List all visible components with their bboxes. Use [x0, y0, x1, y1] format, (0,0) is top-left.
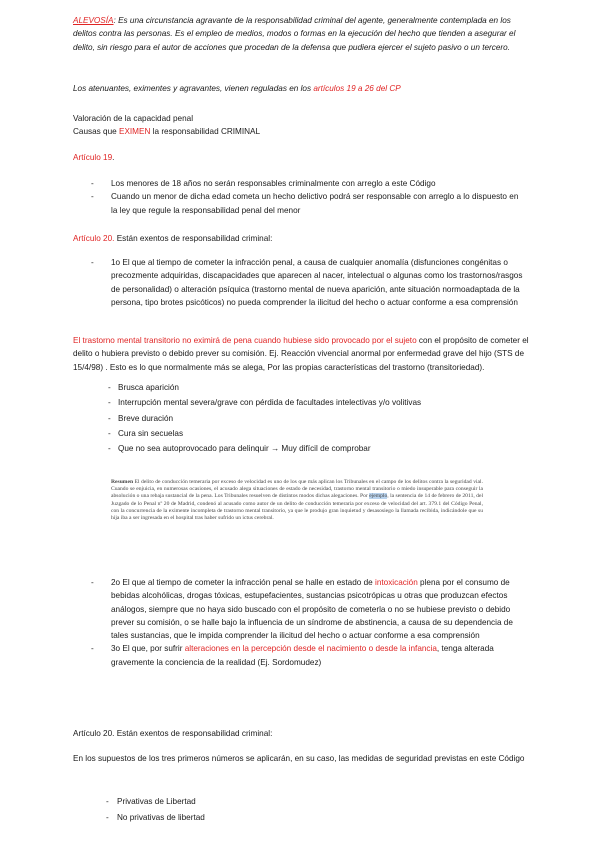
- dash-bullet: -: [106, 797, 109, 806]
- art19-heading: [73, 151, 533, 164]
- art20-item2: [91, 576, 525, 669]
- eximen-word: EXIMEN: [118, 127, 151, 137]
- features-list: [108, 381, 528, 455]
- feature-2: Interrupción mental severa/grave con pérdida de facultades intelectivas y/o volitivas: [118, 398, 422, 408]
- trastorno-rest: con el propósito de cometer el delito o hubiera previsto o debido prever su comisión. Ej. Reacción vivencial anormal por enfermedad grave del hijo (STS de 15/4/98) . Esto es lo que normalmente más se alega, Por las propias características del trastorno (transitoriedad).: [73, 336, 529, 372]
- art19-heading-text: Artículo 19: [73, 153, 113, 162]
- list-item: [108, 427, 528, 440]
- list-item: [91, 256, 524, 309]
- feature-3: Breve duración: [118, 413, 174, 423]
- trastorno-paragraph: [73, 334, 531, 374]
- dash-bullet: -: [108, 398, 111, 408]
- dash-bullet: -: [108, 383, 111, 392]
- list-item: [91, 576, 525, 642]
- excerpt-label: Resumen: [111, 479, 134, 485]
- dash-bullet: -: [108, 428, 111, 438]
- feature-1: Brusca aparición: [118, 383, 179, 392]
- list-item: [91, 177, 521, 190]
- list-item: [106, 795, 406, 808]
- dash-bullet: -: [91, 179, 94, 188]
- alevosia-text: : Es una circunstancia agravante de la responsabilidad criminal del agente, generalmente contemplada en los delitos contra las personas. Es el empleo de medios, modos o formas en la ejecución del hecho que tienden a asegurar el delito, sin riesgo para el autor de acciones que procedan de la defensa que pudiera ejercer el sujeto pasivo o un tercero.: [73, 16, 516, 52]
- alevosia-definition: [73, 14, 533, 54]
- art20-heading-rest: Están exentos de responsabilidad criminal:: [114, 234, 273, 243]
- list-item: [91, 642, 525, 669]
- trastorno-red: El trastorno mental transitorio no eximirá de pena cuando hubiese sido provocado por el sujeto: [73, 336, 417, 345]
- list-item: [108, 442, 528, 455]
- item2-red: intoxicación: [375, 578, 418, 587]
- valoracion-line1: Valoración de la capacidad penal: [73, 114, 194, 123]
- art19-heading-dot: .: [112, 153, 115, 162]
- dash-bullet: -: [91, 192, 94, 202]
- medida-2: No privativas de libertad: [117, 813, 205, 823]
- medida-1: Privativas de Libertad: [117, 797, 196, 806]
- list-item: [91, 190, 521, 217]
- art19-list: [91, 177, 521, 217]
- item2-text-b: plena por el consumo de bebidas alcohólicas, drogas tóxicas, estupefacientes, sustancias psicotrópicas u otras que produzcan efectos análogos, siempre que no haya sido buscado con el propósito de cometerla o no se hubiese previsto o debido prever su comisión, o se halle bajo la influencia de un síndrome de abstinencia, a causa de su dependencia de tales sustancias, que le impida comprender la ilicitud del hecho o actuar conforme a esa comprensión: [111, 578, 513, 641]
- valoracion-title: [73, 112, 533, 139]
- item2-text-a: 2o El que al tiempo de cometer la infracción penal se halle en estado de: [111, 578, 375, 587]
- excerpt-text-a: El delito de conducción temeraria por exceso de velocidad es uno de los que más aplican los Tribunales en el campo de los delitos contra la seguridad vial. Cuando se enjuicia, en numerosas ocasiones, el acusado alega situaciones de estado de necesidad, trastorno mental transitorio o miedo insuperable para conseguir la absolución o una rebaja sustancial de la pena. Los Tribunales resuelven de distintos modos dichas alegaciones. Por: [111, 479, 483, 500]
- alevosia-term: ALEVOSÍA: [73, 16, 114, 25]
- regulation-text: Los atenuantes, eximentes y agravantes, vienen reguladas en los: [73, 84, 314, 93]
- dash-bullet: -: [106, 813, 109, 823]
- art19-item-2: Cuando un menor de dicha edad cometa un hecho delictivo podrá ser responsable con arreglo a lo dispuesto en la ley que regule la responsabilidad penal del menor: [111, 192, 519, 215]
- feature-5: Que no sea autoprovocado para delinquir → Muy difícil de comprobar: [118, 444, 371, 454]
- art20-item1: [91, 256, 524, 309]
- art19-item-1: Los menores de 18 años no serán responsables criminalmente con arreglo a este Código: [111, 179, 436, 188]
- item3-text-b: , tenga alterada gravemente la conciencia de la realidad (Ej. Sordomudez): [111, 644, 494, 667]
- art20-item1-text: 1o El que al tiempo de cometer la infracción penal, a causa de cualquier anomalía (disfunciones congénitas o precozmente adquiridas, discapacidades que aparecen al nacer, intelectual o algunas como los trastornos/rasgos de personalidad) o alteración psíquica (trastorno mental de nueva aparición, ante situación normoadaptada de la persona, tipo brotes psicóticos) no pueda comprender la ilicitud del hecho o actuar conforme a esa comprensión: [111, 258, 523, 307]
- feature-4: Cura sin secuelas: [118, 428, 184, 438]
- item3-red: alteraciones en la percepción desde el nacimiento o desde la infancia: [184, 644, 437, 654]
- list-item: [108, 396, 528, 409]
- valoracion-line2a: Causas que: [73, 127, 119, 137]
- regulation-note: [73, 82, 533, 95]
- regulation-ref: artículos 19 a 26 del CP: [313, 84, 401, 93]
- valoracion-line2c: la responsabilidad CRIMINAL: [150, 127, 261, 137]
- list-item: [106, 811, 406, 824]
- medidas-list: [106, 795, 406, 825]
- list-item: [108, 381, 528, 394]
- dash-bullet: -: [108, 413, 111, 423]
- excerpt-text-b: , la sentencia de 14 de febrero de 2011, del Juzgado de lo Penal nº 20 de Madrid, condenó al acusado como autor de un delito de conducción temeraria por exceso de velocidad del art. 379.1 del Código Penal, con la concurrencia de la eximente incompleta de trastorno mental transitorio, ya que le produjo gran inquietud y desasosiego la llamada recibida, indicándole que su hija iba a ser ingresada en el hospital tras haber sufrido un ictus cerebral.: [111, 493, 484, 522]
- art20-heading: [73, 232, 533, 245]
- art20-heading-red: Artículo 20.: [73, 234, 115, 243]
- item3-text-a: 3o El que, por sufrir: [111, 644, 185, 654]
- dash-bullet: -: [91, 644, 94, 654]
- art20b-paragraph: En los supuestos de los tres primeros números se aplicarán, en su caso, las medidas de seguridad previstas en este Código: [73, 754, 525, 763]
- art20b-heading: Artículo 20. Están exentos de responsabilidad criminal:: [73, 729, 273, 738]
- list-item: [108, 412, 528, 425]
- excerpt-highlight: ejemplo: [369, 493, 388, 500]
- dash-bullet: -: [91, 258, 94, 267]
- case-excerpt-image: [111, 479, 483, 522]
- dash-bullet: -: [91, 578, 94, 587]
- dash-bullet: -: [108, 444, 111, 454]
